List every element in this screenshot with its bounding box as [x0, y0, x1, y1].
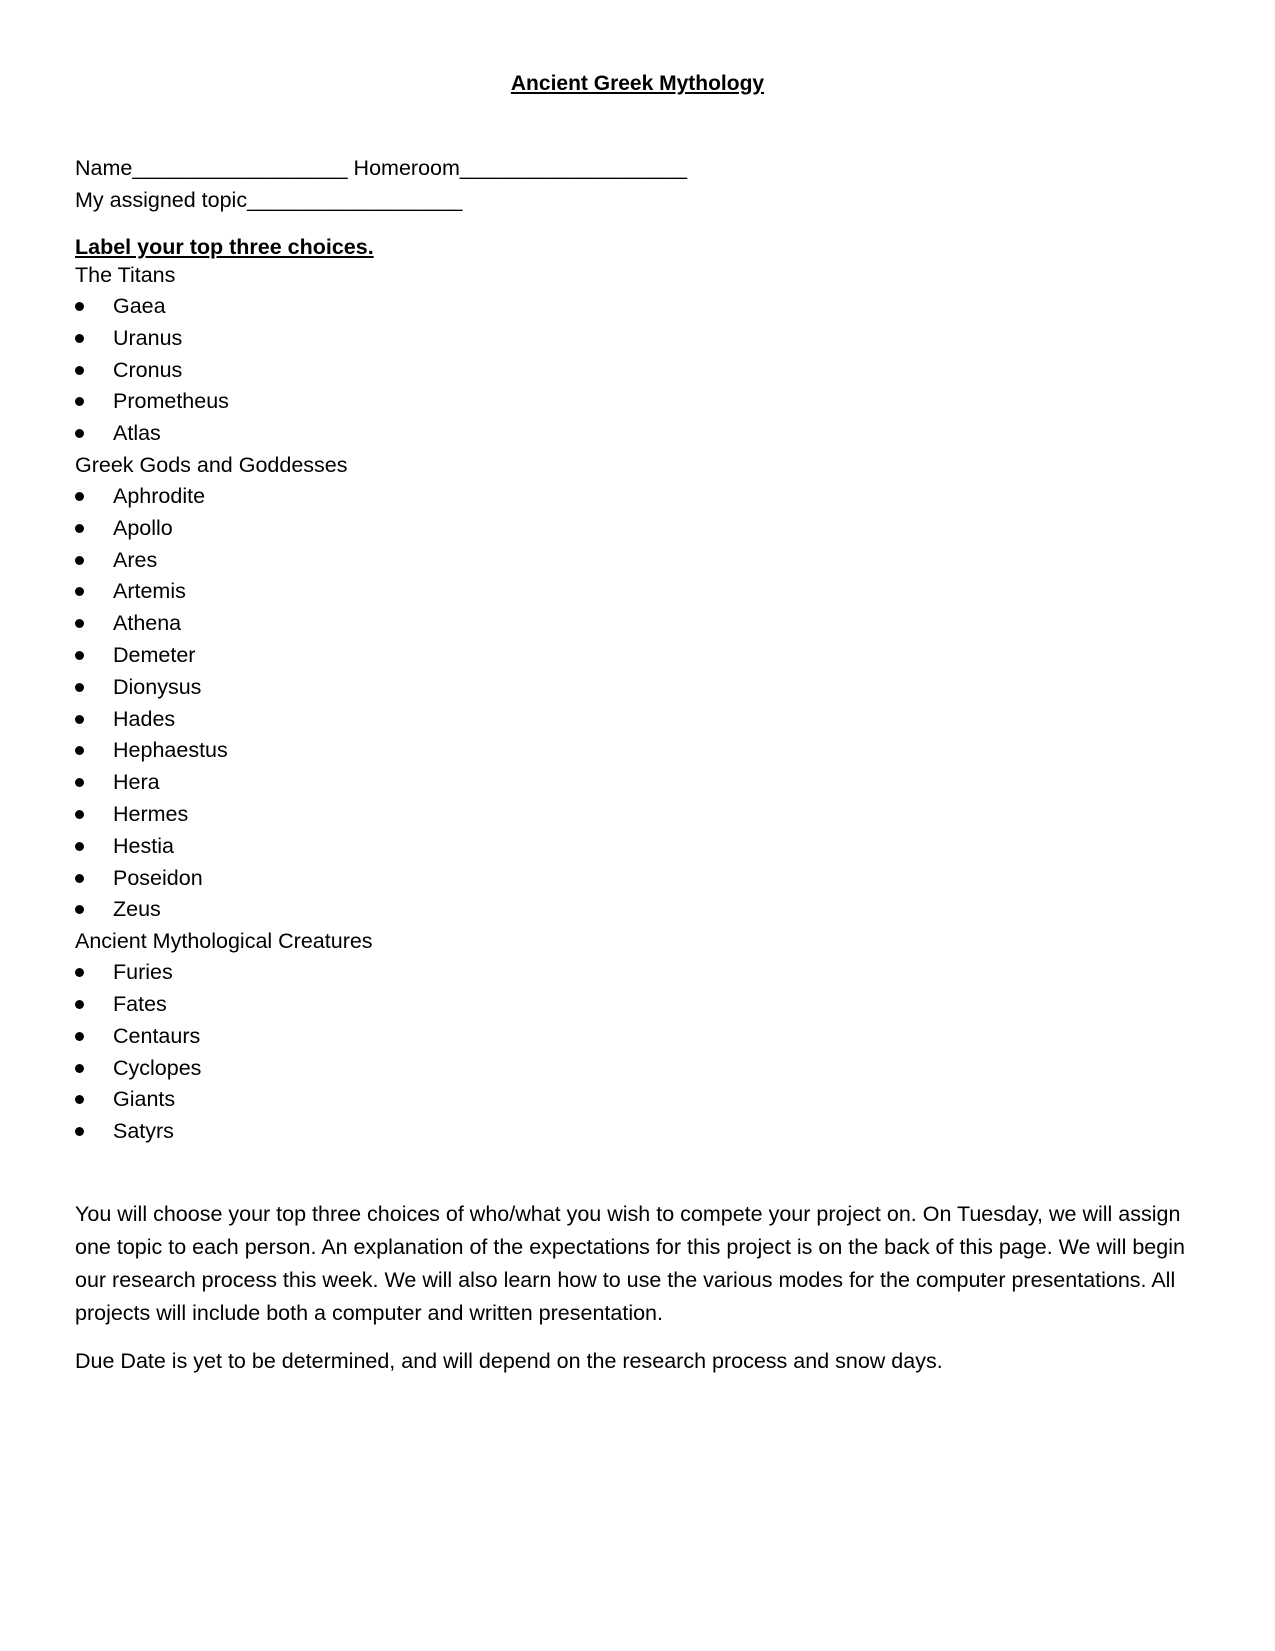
- list-item: [75, 355, 1205, 387]
- bullet-icon: [75, 1064, 84, 1073]
- list-item-label: Hera: [113, 770, 160, 795]
- page-title: Ancient Greek Mythology: [510, 72, 765, 95]
- list-item: [75, 1084, 1205, 1116]
- bullet-icon: [75, 334, 84, 343]
- list-item: [75, 704, 1205, 736]
- bullet-icon: [75, 397, 84, 406]
- bullet-icon: [75, 1000, 84, 1009]
- list-item-label: Dionysus: [113, 674, 202, 699]
- group-label: Greek Gods and Goddesses: [75, 452, 348, 477]
- topic-list: [75, 291, 1205, 450]
- list-item: [75, 831, 1205, 863]
- bullet-icon: [75, 429, 84, 438]
- bullet-icon: [75, 968, 84, 977]
- bullet-icon: [75, 1127, 84, 1136]
- group-label: Ancient Mythological Creatures: [75, 929, 373, 954]
- list-item-label: Hephaestus: [113, 738, 228, 763]
- list-item: [75, 1053, 1205, 1085]
- list-item: [75, 1116, 1205, 1148]
- list-item-label: Ares: [113, 547, 158, 572]
- list-item-label: Satyrs: [113, 1119, 174, 1144]
- list-item: [75, 894, 1205, 926]
- list-item-label: Apollo: [113, 515, 173, 540]
- list-item-label: Artemis: [113, 579, 186, 604]
- bullet-icon: [75, 651, 84, 660]
- list-item-label: Cyclopes: [113, 1055, 202, 1080]
- bullet-icon: [75, 587, 84, 596]
- list-item-label: Centaurs: [113, 1023, 201, 1048]
- bullet-icon: [75, 874, 84, 883]
- list-item-label: Demeter: [113, 642, 196, 667]
- list-item-label: Atlas: [113, 421, 161, 446]
- list-item: [75, 957, 1205, 989]
- list-item: [75, 386, 1205, 418]
- list-item-label: Giants: [113, 1087, 176, 1112]
- list-item: [75, 863, 1205, 895]
- bullet-icon: [75, 556, 84, 565]
- document-body: [75, 152, 1205, 1378]
- list-item: [75, 735, 1205, 767]
- list-item-label: Aphrodite: [113, 483, 206, 508]
- due-date-paragraph: Due Date is yet to be determined, and will depend on the research process and snow days.: [75, 1348, 943, 1373]
- name-homeroom-line: Name__________________ Homeroom___________________: [75, 156, 688, 180]
- list-item: [75, 418, 1205, 450]
- bullet-icon: [75, 366, 84, 375]
- list-item: [75, 545, 1205, 577]
- topic-list: [75, 957, 1205, 1148]
- list-item: [75, 291, 1205, 323]
- list-item: [75, 672, 1205, 704]
- list-item: [75, 799, 1205, 831]
- list-item-label: Hermes: [113, 801, 189, 826]
- topic-list: [75, 481, 1205, 926]
- list-item-label: Hades: [113, 706, 176, 731]
- list-item-label: Uranus: [113, 325, 183, 350]
- bullet-icon: [75, 492, 84, 501]
- list-item: [75, 640, 1205, 672]
- list-item-label: Hestia: [113, 833, 174, 858]
- bullet-icon: [75, 619, 84, 628]
- list-item-label: Furies: [113, 960, 173, 985]
- bullet-icon: [75, 905, 84, 914]
- list-item: [75, 481, 1205, 513]
- bullet-icon: [75, 715, 84, 724]
- list-item: [75, 989, 1205, 1021]
- list-item-label: Zeus: [113, 897, 161, 922]
- bullet-icon: [75, 302, 84, 311]
- bullet-icon: [75, 778, 84, 787]
- list-item: [75, 513, 1205, 545]
- list-item-label: Gaea: [113, 294, 166, 318]
- group-label: The Titans: [75, 263, 176, 287]
- list-item-label: Poseidon: [113, 865, 203, 890]
- list-item-label: Cronus: [113, 357, 183, 382]
- list-item: [75, 323, 1205, 355]
- instruction-heading: Label your top three choices.: [75, 235, 374, 259]
- bullet-icon: [75, 1032, 84, 1041]
- list-item-label: Athena: [113, 611, 182, 636]
- list-item-label: Prometheus: [113, 389, 229, 414]
- list-item: [75, 767, 1205, 799]
- list-item: [75, 1021, 1205, 1053]
- list-item: [75, 608, 1205, 640]
- topic-groups: [75, 260, 1205, 1148]
- list-item-label: Fates: [113, 991, 167, 1016]
- bullet-icon: [75, 842, 84, 851]
- bullet-icon: [75, 810, 84, 819]
- bullet-icon: [75, 683, 84, 692]
- bullet-icon: [75, 746, 84, 755]
- assigned-topic-line: My assigned topic__________________: [75, 188, 463, 212]
- list-item: [75, 576, 1205, 608]
- bullet-icon: [75, 524, 84, 533]
- bullet-icon: [75, 1095, 84, 1104]
- instructions-paragraph: You will choose your top three choices of who/what you wish to compete your project on. On Tuesday, we will assign one topic to each person. An explanation of the expectations for this project is on the back of this page. We will begin our research process this week. We will also learn how to use the various modes for the computer presentations. All projects will include both a computer and written presentation.: [75, 1201, 1185, 1325]
